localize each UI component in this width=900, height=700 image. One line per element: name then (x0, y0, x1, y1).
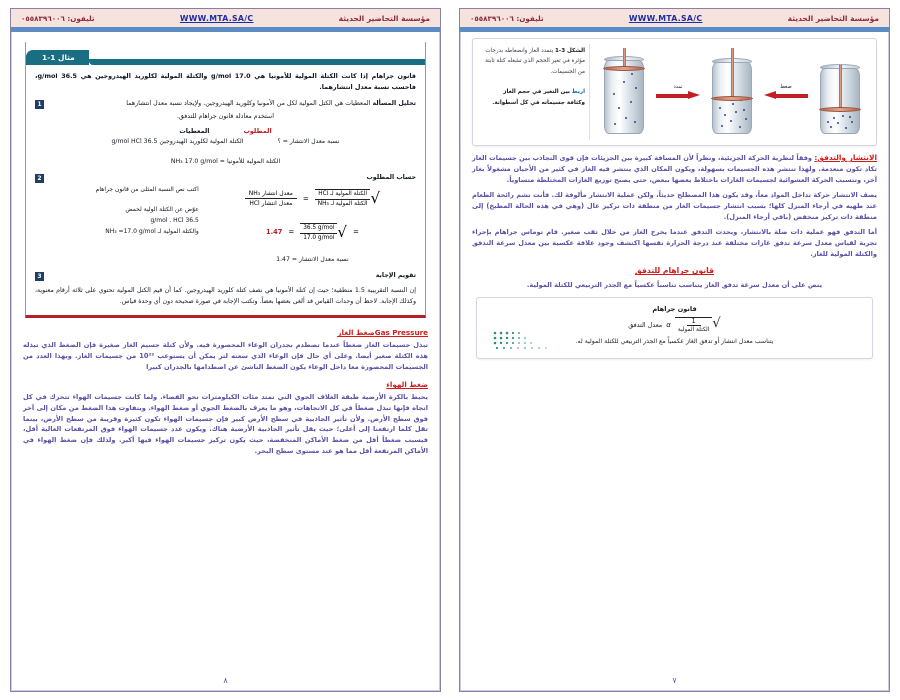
example-tab-row (26, 48, 425, 65)
required-label: المطلوب (243, 126, 272, 135)
numeric-radicand (300, 223, 337, 242)
step-2-instruction-col (35, 185, 199, 237)
piston-disc-3 (603, 66, 645, 71)
step-2-instruction: اكتب نص النسبة المثلى من قانون جراهام (95, 186, 199, 194)
gas-pressure-heading (23, 328, 428, 337)
step-3-title: تقويم الإجابة (375, 271, 416, 279)
substitution-note-head: عوّض عن الكتلة الولية لحمض (125, 206, 199, 213)
diffusion-paragraph-2: يصف الانتشار حركة تداخل المواد معاً، وقد يكون هذا المصطلح حديثاً، ولكن عملية الانتشار مألوفة لك. فأنت تشم رائحة الطعام عند طهيه في أرجاء المنزل كلها؛ بسبب انتشار جسيمات الغاز من منطقة ذات تركيز عال (وهي في هذه الحالة المطبخ) إلى منطقة ذات تركيز منخفض (باقي أرجاء المنزل). (472, 191, 877, 221)
page-7 (459, 8, 890, 692)
step-2-row (35, 173, 416, 184)
numeric-square-root (300, 223, 347, 242)
air-pressure-paragraph: يحيط بالكرة الأرضية طبقة الغلاف الجوي التي تمتد مئات الكيلومترات نحو الفضاء. ولما كانت جسيمات الهواء تتحرك في كل اتجاه فإنها تبذل ضغطاً في كل الاتجاهات، وهو ما يعرف بالضغط الجوي أو ضغط الهواء. ويتفاوت هذا الضغط من مكان إلى آخر فوق سطح الأرض. ولأن تأثير الجاذبية في سطح الأرض كبير فإن جسيمات الهواء تكون كثيرة وقريبة من سطح الأرض، بينما تقل كلما ارتفعنا إلى أعلى؛ حيث يقل تأثير الجاذبية الأرضية هناك. ويكون عدد جسيمات الهواء فوق المرتفعات العالية أقل، فيسبب ضغطاً أقل من ضغط الأماكن المنخفضة، حيث يكون تركيز جسيمات الهواء فيها أكبر. ولذلك فإن ضغط الهواء في الأماكن المرتفعة أقل مما هو عند مستوى سطح البحر. (23, 393, 428, 455)
header-org-name: مؤسسة التحاضير الحديثة (338, 14, 430, 23)
piston-disc-2 (711, 96, 753, 101)
expand-arrow-unit (652, 84, 704, 100)
formula-footnote: يتناسب معدل انتشار أو تدفق الغاز عكسياً مع الجذر التربيعي للكتلة المولية له. (575, 337, 774, 345)
air-pressure-heading: ضغط الهواء (386, 380, 428, 390)
step-2-text (48, 173, 416, 184)
given-line-2-wrap (35, 148, 416, 168)
formula-fraction (675, 317, 713, 334)
header-website-link[interactable]: WWW.MTA.SA/C (179, 14, 254, 23)
figure-caption-lead: يتمدد الغاز وانضغاطه بدرجات مؤثرة في تغير الحجم الذي تشغله كتلة ثابتة من الجسيمات. (485, 48, 585, 75)
figure-caption-number: الشكل 3-1 (554, 48, 585, 54)
gas-pressure-heading-ar: ضغط الغاز (337, 328, 375, 338)
formula-numerator: 1 (687, 318, 701, 326)
substitution-note-2-value: NH₃ =17.0 g/mol (105, 227, 156, 235)
radicand (315, 189, 371, 208)
step-3-text (48, 271, 416, 282)
header-org-name-left: مؤسسة التحاضير الحديثة (787, 14, 879, 23)
equals-sign-2: = (288, 228, 295, 237)
given-required-labels (35, 127, 416, 135)
cylinder-neutral (704, 48, 760, 136)
step-1-body: المعطيات هي الكتل المولية لكل من الأمونيا وكلوريد الهيدروجين. ولإيجاد نسبة معدل انتشارهما (126, 100, 371, 108)
given-label: المعطيات (179, 126, 210, 135)
gas-pressure-heading-en: Gas Pressure (374, 328, 428, 338)
diffusion-paragraph-3: أما التدفق فهو عملية ذات صلة بالانتشار، ويحدث التدفق عندما يخرج الغاز من خلال ثقب صغير. قام توماس جراهام بإجراء تجربة لقياس معدل سرعة تدفق غازات مختلفة عند درجة الحرارة نفسها اكتشف وجود علاقة عكسية بين معدل سرعة التدفق والكتلة المولية للغاز. (472, 228, 877, 258)
numeric-calculation (209, 223, 416, 242)
formula-denominator: الكتلة المولية (677, 327, 710, 334)
equals-sign-1: = (302, 194, 309, 203)
dot-pattern-decoration (491, 330, 557, 352)
substitution-note-2 (35, 227, 199, 238)
step-1-text (48, 99, 416, 110)
page-7-number: ٧ (672, 676, 677, 685)
figure-3-1-card (472, 38, 877, 146)
figure-caption-bold: بين التغير في حجم الغاز وكثافة جسيماته في كل أسطوانة. (492, 89, 585, 106)
given-value-2: الكتلة المولية للأمونيا = NH₃ 17.0 g/mol (170, 157, 281, 165)
ratio-numerator: معدل انتشار NH₃ (245, 190, 297, 200)
step-1-number: 1 (35, 100, 44, 109)
formula-radical (675, 317, 721, 334)
graham-ratio-equation (209, 189, 416, 208)
step-2-math-col (209, 185, 416, 266)
piston-rod-1 (839, 65, 842, 109)
equals-sign-3: = (352, 228, 359, 237)
page-8-body (11, 32, 440, 676)
answer-line: نسبة معدل الانتشار = 1.47 (276, 256, 349, 264)
proportional-symbol: α (666, 321, 671, 330)
substitution-note-1: 36.5 g/mol . HCl (150, 216, 199, 224)
step-2-content (35, 185, 416, 266)
header-telephone-left: تليفون: ٠٥٥٨٣٩٦٠٠٦ (470, 14, 544, 23)
header-website-link-left[interactable]: WWW.MTA.SA/C (628, 14, 703, 23)
formula-card-title: قانون جراهام (652, 305, 697, 314)
ratio-denominator: معدل انتشار HCl (249, 200, 293, 208)
compress-arrow-label: ضغط (780, 84, 792, 90)
piston-rod-3 (623, 48, 626, 68)
piston-rod-2 (731, 48, 734, 98)
numeric-numerator: 36.5 g/mol (300, 225, 337, 234)
formula-lhs: معدل التدفق (628, 321, 663, 330)
piston-disc-1 (819, 107, 861, 112)
diffusion-paragraph-1-text: وفقاً لنظرية الحركة الجزيئية، ونظراً لأن المسافة كبيرة بين الجزيئات فإن قوى التجاذب بين جسيمات الغاز تكاد تكون منعدمة. ولهذا تنتشر هذه الجسيمات بسهولة، ويكون المكان الذي ينتشر فيه الغاز في كثير من الأحيان مشغولاً بغاز آخر، وتتسبب الحركة العشوائية لجسيمات الغازات باختلاط بعضها ببعض، حتى يصبح توزيع الغازات المختلطة متساوياً. (472, 154, 877, 184)
example-intro-text: إذا كانت الكتلة المولية للأمونيا هي 17.0 g/mol والكتلة المولية لكلوريد الهيدروجين هي 36.5 g/mol، فاحسب نسبة معدل انتشارهما. (35, 72, 416, 92)
ratio-fraction (245, 190, 297, 208)
step-3-row (35, 271, 416, 282)
cylinder-body-3 (604, 60, 644, 134)
gas-pressure-paragraph: تبذل جسيمات الغاز ضغطاً عندما تصطدم بجدران الوعاء المحصورة فيه. ولأن كتلة جسيم الغاز صغيرة فإن الضغط الذي تبذله هذه الكتلة صغير أيضا. وعلى أي حال فإن الوعاء الذي سعته لتر يمكن أن يستوعب 10²² من جسيمات الغاز. وبهذا العدد من الجسيمات المحصورة معا داخل الوعاء يكون الضغط الناشئ عن اصطدامها بالجدران كبيرا (23, 341, 428, 371)
numeric-denominator: 17.0 g/mol (303, 234, 335, 241)
compress-arrow-unit (760, 84, 812, 100)
step-1-title: تحليل المسألة (372, 100, 416, 108)
radicand-numerator: الكتلة المولية لـ HCl (315, 191, 370, 200)
square-root-expression (315, 189, 380, 208)
example-tab-label: مثال 1-1 (26, 50, 89, 65)
step-1-continuation: استخدم معادلة قانون جراهام للتدفق. (177, 113, 274, 121)
calculation-result: 1.47 (266, 228, 283, 237)
radical-sign-icon: √ (370, 189, 381, 208)
page-8 (10, 8, 441, 692)
figure-artwork (594, 44, 870, 140)
example-box (25, 42, 426, 318)
step-3-number: 3 (35, 272, 44, 281)
figure-caption-link-word: اربط (571, 89, 585, 96)
graham-law-heading: قانون جراهام للتدفق (635, 266, 714, 276)
cylinder-expanded (596, 48, 652, 136)
expand-arrow-icon (656, 91, 700, 100)
example-intro-prefix: قانون جراهام (371, 72, 416, 80)
page-7-body (460, 32, 889, 676)
answer-line-wrap (209, 246, 416, 266)
radicand-denominator: الكتلة المولية لـ NH₃ (317, 201, 368, 208)
header-telephone: تليفون: ٠٥٥٨٣٩٦٠٠٦ (21, 14, 95, 23)
given-required-line1 (35, 137, 416, 148)
page-header-right (11, 9, 440, 27)
step-2-number: 2 (35, 174, 44, 183)
compress-arrow-icon (764, 91, 808, 100)
example-intro (35, 71, 416, 93)
formula-radical-sign-icon: √ (712, 316, 721, 332)
step-1-row (35, 99, 416, 110)
given-value-1: الكتلة المولية لكلوريد الهيدروجين 36.5 g/mol HCl (111, 137, 244, 145)
radical-sign-icon-2: √ (337, 222, 347, 241)
example-tab-bar (89, 59, 425, 65)
diffusion-paragraph-1 (472, 152, 877, 185)
page-header-left (460, 9, 889, 27)
expand-arrow-label: تمدد (673, 84, 683, 90)
substitution-note-2-label: والكتلة المولية لـ (157, 227, 199, 235)
step-2-title: حساب المطلوب (366, 173, 416, 181)
diffusion-section-heading: الانتشار والتدفق: (814, 153, 877, 162)
graham-law-statement: ينص على أن معدل سرعة تدفق الغاز يتناسب تناسباً عكسياً مع الجذر التربيعي للكتلة المولية. (526, 281, 823, 290)
figure-caption (479, 44, 590, 140)
graham-formula-card (476, 297, 873, 359)
required-value-1: نسبة معدل الانتشار = ؟ (277, 137, 340, 145)
evaluate-answer-text: إن النسبة التقريبية 1.5 منطقية؛ حيث إن كتلة الأمونيا هي نصف كتلة كلوريد الهيدروجين. كما أن قيم الكتل المولية تحتوي على ثلاثة أرقام معنوية، وكذلك الإجابة. لاحظ أن وحدات القياس قد ألغى بعضها بعضاً. وتكتب الإجابة في صورة صحيحة دون أي وحدة قياس. (35, 286, 416, 306)
cylinder-compressed (812, 48, 868, 136)
page-8-number: ٨ (223, 676, 228, 685)
